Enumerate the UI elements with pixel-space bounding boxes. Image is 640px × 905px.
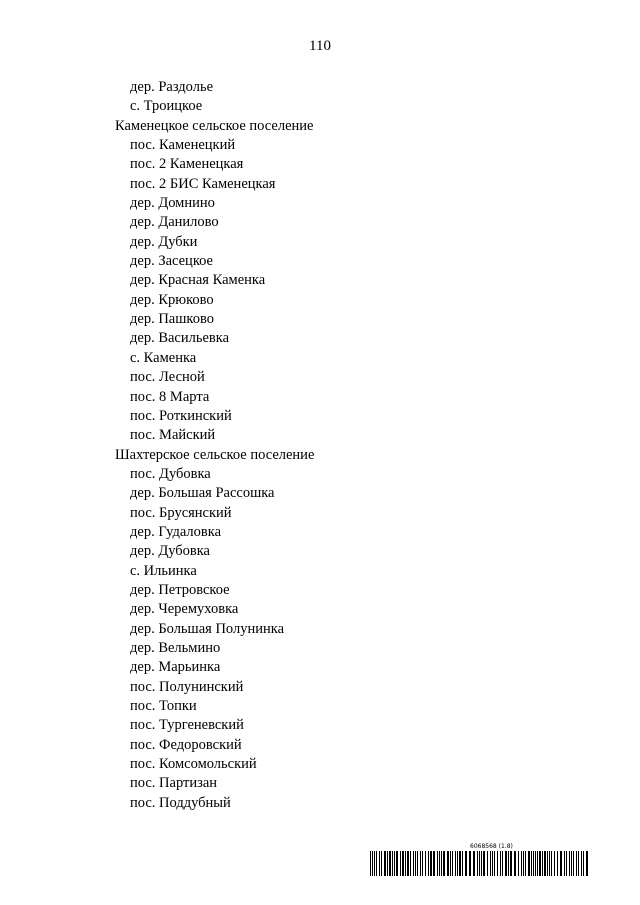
list-item: пос. Топки — [130, 698, 197, 714]
section-heading: Шахтерское сельское поселение — [115, 446, 315, 463]
list-item: пос. Каменецкий — [130, 137, 236, 154]
list-item: дер. Большая Рассошка — [130, 485, 275, 502]
list-item: дер. Вельмино — [130, 639, 221, 656]
list-item: пос. Майский — [130, 427, 216, 444]
list-item: пос. Лесной — [130, 369, 205, 386]
list-item: дер. Пашково — [130, 311, 214, 328]
list-item: дер. Дубовка — [130, 543, 210, 560]
page-number: 110 — [309, 38, 331, 54]
list-item: пос. Брусянский — [130, 504, 232, 521]
list-item: пос. 2 Каменецкая — [130, 156, 244, 173]
list-item: пос. 8 Марта — [130, 388, 210, 405]
list-item: дер. Петровское — [130, 581, 230, 598]
document-code: 6068568 (1.8) — [470, 843, 513, 850]
barcode — [370, 851, 589, 876]
settlement-list — [0, 78, 640, 813]
list-item: дер. Красная Каменка — [130, 272, 266, 289]
list-item: дер. Черемуховка — [130, 601, 239, 618]
list-item: с. Троицкое — [130, 98, 203, 115]
list-item: дер. Засецкое — [130, 253, 213, 270]
list-item: дер. Большая Полунинка — [130, 620, 284, 637]
section-heading: Каменецкое сельское поселение — [115, 117, 314, 134]
list-item: пос. Роткинский — [130, 407, 232, 424]
list-item: пос. Федоровский — [130, 736, 242, 753]
list-item: пос. Полунинский — [130, 678, 244, 695]
list-item: дер. Васильевка — [130, 330, 230, 347]
list-item: пос. Партизан — [130, 775, 218, 792]
list-item: дер. Крюково — [130, 291, 214, 308]
list-item: дер. Дубки — [130, 233, 198, 250]
list-item: дер. Данилово — [130, 214, 219, 231]
list-item: дер. Домнино — [130, 195, 215, 212]
list-item: с. Ильинка — [130, 562, 197, 579]
list-item: дер. Раздолье — [130, 79, 213, 95]
list-item: дер. Гудаловка — [130, 523, 222, 540]
list-item: с. Каменка — [130, 349, 197, 366]
list-item: пос. Тургеневский — [130, 717, 244, 734]
list-item: дер. Марьинка — [130, 659, 221, 676]
list-item: пос. Комсомольский — [130, 756, 257, 773]
list-item: пос. 2 БИС Каменецкая — [130, 175, 276, 192]
list-item: пос. Дубовка — [130, 465, 211, 482]
list-item: пос. Поддубный — [130, 794, 231, 811]
